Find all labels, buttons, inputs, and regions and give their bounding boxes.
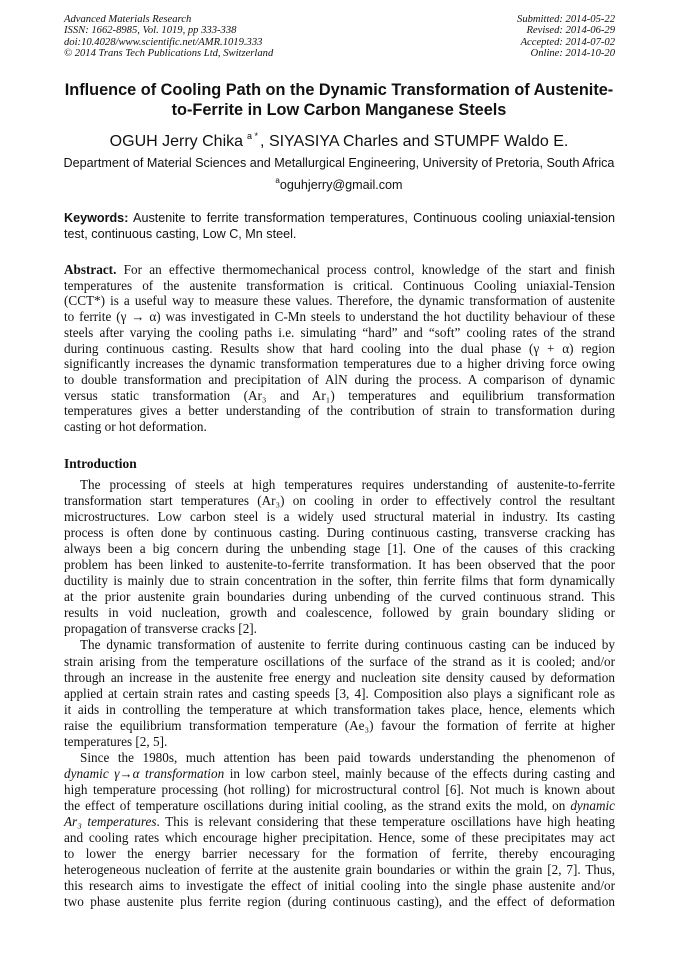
introduction-body bbox=[64, 477, 615, 910]
email-mark: a bbox=[275, 176, 280, 185]
text-run: The processing of steels at high temperatures requires understanding of austenite-to-ferrite bbox=[80, 477, 615, 492]
paper-title bbox=[50, 80, 628, 120]
intro-line bbox=[64, 525, 615, 541]
text-run: always been a big concern during the unbending stage [1]. One of the causes of this cracking bbox=[64, 541, 615, 557]
text-run: microstructures. Low carbon steel is a widely used structural material in industry. Its casting bbox=[64, 509, 615, 525]
text-run: to ferrite (γ → α) was investigated in C-Mn steels to understand the hot ductility behaviour of these bbox=[64, 309, 615, 325]
keywords bbox=[64, 211, 615, 242]
intro-line bbox=[64, 573, 615, 589]
submission-dates bbox=[517, 14, 615, 60]
abstract-line bbox=[64, 278, 615, 294]
text-run: Since the 1980s, much attention has been paid towards understanding the phenomenon of bbox=[80, 749, 615, 765]
intro-line bbox=[64, 846, 615, 862]
text-run: The dynamic transformation of austenite to ferrite during continuous casting can be induced by bbox=[80, 637, 615, 653]
text-run: temperatures gives a better understanding of the contribution of strain to transformation during bbox=[64, 403, 615, 419]
intro-line bbox=[64, 509, 615, 525]
text-run: (CCT*) is a useful way to measure these values. Therefore, the dynamic transformation of austenite bbox=[64, 293, 615, 309]
text-run: at the prior austenite grain boundaries during unbending of the curved continuous strand. This bbox=[64, 589, 615, 605]
text-run: and cooling rates which encourage higher precipitation. Hence, some of these precipitates may act bbox=[64, 830, 615, 846]
abstract-line bbox=[64, 419, 615, 435]
intro-line bbox=[64, 734, 615, 750]
text-run: it aids in controlling the temperature at which transformation takes place, hence, elements which bbox=[64, 701, 615, 717]
text-run: . This is relevant considering that these temperature oscillations have high heating bbox=[156, 813, 616, 829]
issn-volume: ISSN: 1662-8985, Vol. 1019, pp 333-338 bbox=[64, 25, 237, 37]
italic-term: dynamic γ→α transformation bbox=[64, 765, 225, 781]
text-run: casting or hot deformation. bbox=[64, 419, 207, 435]
text-run: applied at certain strain rates and casting speeds [3, 4]. Composition also plays a significant role as bbox=[64, 685, 615, 701]
authors bbox=[0, 131, 678, 151]
text-run: high temperature processing (hot rolling) for microstructural control [6]. Not much is known about bbox=[64, 781, 615, 797]
affiliation: Department of Material Sciences and Metallurgical Engineering, University of Pretoria, South Africa bbox=[63, 156, 615, 170]
author-rest: , SIYASIYA Charles and STUMPF Waldo E. bbox=[260, 133, 569, 150]
text-run: temperatures [2, 5]. bbox=[64, 733, 168, 749]
author-first: OGUH Jerry Chika bbox=[109, 133, 244, 150]
copyright: © 2014 Trans Tech Publications Ltd, Switzerland bbox=[64, 48, 274, 60]
intro-line bbox=[64, 541, 615, 557]
author-email bbox=[0, 176, 678, 192]
intro-line bbox=[64, 830, 615, 846]
title-line: Influence of Cooling Path on the Dynamic Transformation of Austenite- bbox=[64, 81, 614, 99]
italic-term: dynamic bbox=[570, 797, 615, 813]
intro-line bbox=[64, 557, 615, 573]
text-run: temperatures of the austenite transformation is critical. Continuous Cooling uniaxial-Tension bbox=[64, 277, 615, 293]
text-run: propagation of transverse cracks [2]. bbox=[64, 621, 257, 637]
intro-line bbox=[64, 814, 615, 830]
intro-line bbox=[64, 686, 615, 702]
journal-info bbox=[64, 14, 273, 60]
keywords-text: test, continuous casting, Low C, Mn steel. bbox=[64, 226, 297, 241]
text-run: heterogeneous nucleation of ferrite at the austenite grain boundaries or within the grain [2, 7]. Thus, bbox=[64, 862, 615, 878]
intro-line bbox=[64, 782, 615, 798]
intro-line bbox=[64, 605, 615, 621]
text-run: versus static transformation (Ar₃ and Ar₁) temperatures and equilibrium transformation bbox=[64, 387, 615, 403]
abstract-line bbox=[64, 325, 615, 341]
intro-line bbox=[64, 670, 615, 686]
text-run: significantly increases the dynamic transformation temperatures due to a higher driving force owing bbox=[64, 356, 615, 372]
text-run: the effect of temperature oscillations during initial cooling, as the strand exits the mold, on bbox=[64, 797, 571, 813]
intro-line bbox=[64, 750, 615, 766]
text-run: two phase austenite plus ferrite region (during continuous casting), and the effect of deformation bbox=[64, 894, 615, 910]
text-run: strain arising from the temperature oscillations of the surface of the strand as it is cooled; and/or bbox=[64, 653, 615, 669]
intro-line bbox=[64, 878, 615, 894]
title-line: to-Ferrite in Low Carbon Manganese Steels bbox=[171, 101, 507, 119]
text-run: in low carbon steel, mainly because of the effects during casting and bbox=[224, 765, 616, 781]
intro-line bbox=[64, 718, 615, 734]
intro-line bbox=[64, 862, 615, 878]
intro-line bbox=[64, 654, 615, 670]
intro-line bbox=[64, 589, 615, 605]
text-run: through an increase in the austenite free energy and nucleation site density caused by deformation bbox=[64, 669, 615, 685]
text-run: problem has been linked to austenite-to-ferrite transformation. It has been observed that the poor bbox=[64, 557, 615, 573]
keywords-label: Keywords: bbox=[64, 211, 129, 225]
intro-line bbox=[64, 637, 615, 653]
introduction-heading: Introduction bbox=[64, 456, 137, 471]
text-run: ductility is mainly due to strain concentration in the softer, thin ferrite films that form dynamically bbox=[64, 573, 615, 589]
intro-line bbox=[64, 493, 615, 509]
intro-line bbox=[64, 702, 615, 718]
submitted-date: Submitted: 2014-05-22 bbox=[517, 14, 615, 25]
doi: doi:10.4028/www.scientific.net/AMR.1019.333 bbox=[64, 36, 263, 48]
keywords-text: Austenite to ferrite transformation temperatures, Continuous cooling uniaxial-tension bbox=[128, 211, 615, 225]
abstract bbox=[64, 262, 615, 435]
abstract-line bbox=[64, 403, 615, 419]
abstract-line bbox=[64, 309, 615, 325]
abstract-line bbox=[64, 293, 615, 309]
intro-line bbox=[64, 798, 615, 814]
bold-label: Abstract. bbox=[64, 262, 117, 277]
italic-term: Ar₃ temperatures bbox=[64, 813, 157, 829]
abstract-line bbox=[64, 372, 615, 388]
accepted-date: Accepted: 2014-07-02 bbox=[520, 36, 615, 48]
text-run: to lower the energy barrier necessary for the formation of ferrite, thereby encouraging bbox=[64, 846, 615, 862]
abstract-line bbox=[64, 388, 615, 404]
email-address[interactable]: oguhjerry@gmail.com bbox=[279, 178, 403, 192]
text-run: transformation start temperatures (Ar₃) on cooling in order to effectively control the resultant bbox=[64, 493, 615, 509]
text-run: process is often done by continuous casting. During continuous casting, transverse cracking has bbox=[64, 525, 615, 541]
text-run: to double transformation and precipitation of AlN during the process. A comparison of dynamic bbox=[64, 371, 615, 387]
journal-name: Advanced Materials Research bbox=[64, 14, 192, 25]
revised-date: Revised: 2014-06-29 bbox=[526, 25, 615, 37]
text-run: during continuous casting. Results show that hard cooling into the dual phase (γ + α) region bbox=[64, 340, 615, 356]
text-run: steels after varying the cooling paths i.e. simulating “hard” and “soft” cooling rates of the strand bbox=[64, 324, 615, 340]
abstract-line bbox=[64, 262, 615, 278]
abstract-line bbox=[64, 341, 615, 357]
intro-line bbox=[64, 621, 615, 637]
abstract-line bbox=[64, 356, 615, 372]
intro-line bbox=[64, 766, 615, 782]
intro-line bbox=[64, 477, 615, 493]
text-run: results in void nucleation, growth and coalescence, followed by grain boundary sliding or bbox=[64, 605, 615, 621]
intro-line bbox=[64, 894, 615, 910]
author-mark: a * bbox=[247, 131, 259, 141]
text-run: For an effective thermomechanical process control, knowledge of the start and finish bbox=[116, 262, 615, 277]
text-run: this research aims to investigate the effect of initial cooling into the single phase austenite and/or bbox=[64, 878, 615, 894]
online-date: Online: 2014-10-20 bbox=[530, 48, 615, 60]
text-run: raise the equilibrium transformation temperature (Ae₃) favour the formation of ferrite at higher bbox=[64, 717, 615, 733]
